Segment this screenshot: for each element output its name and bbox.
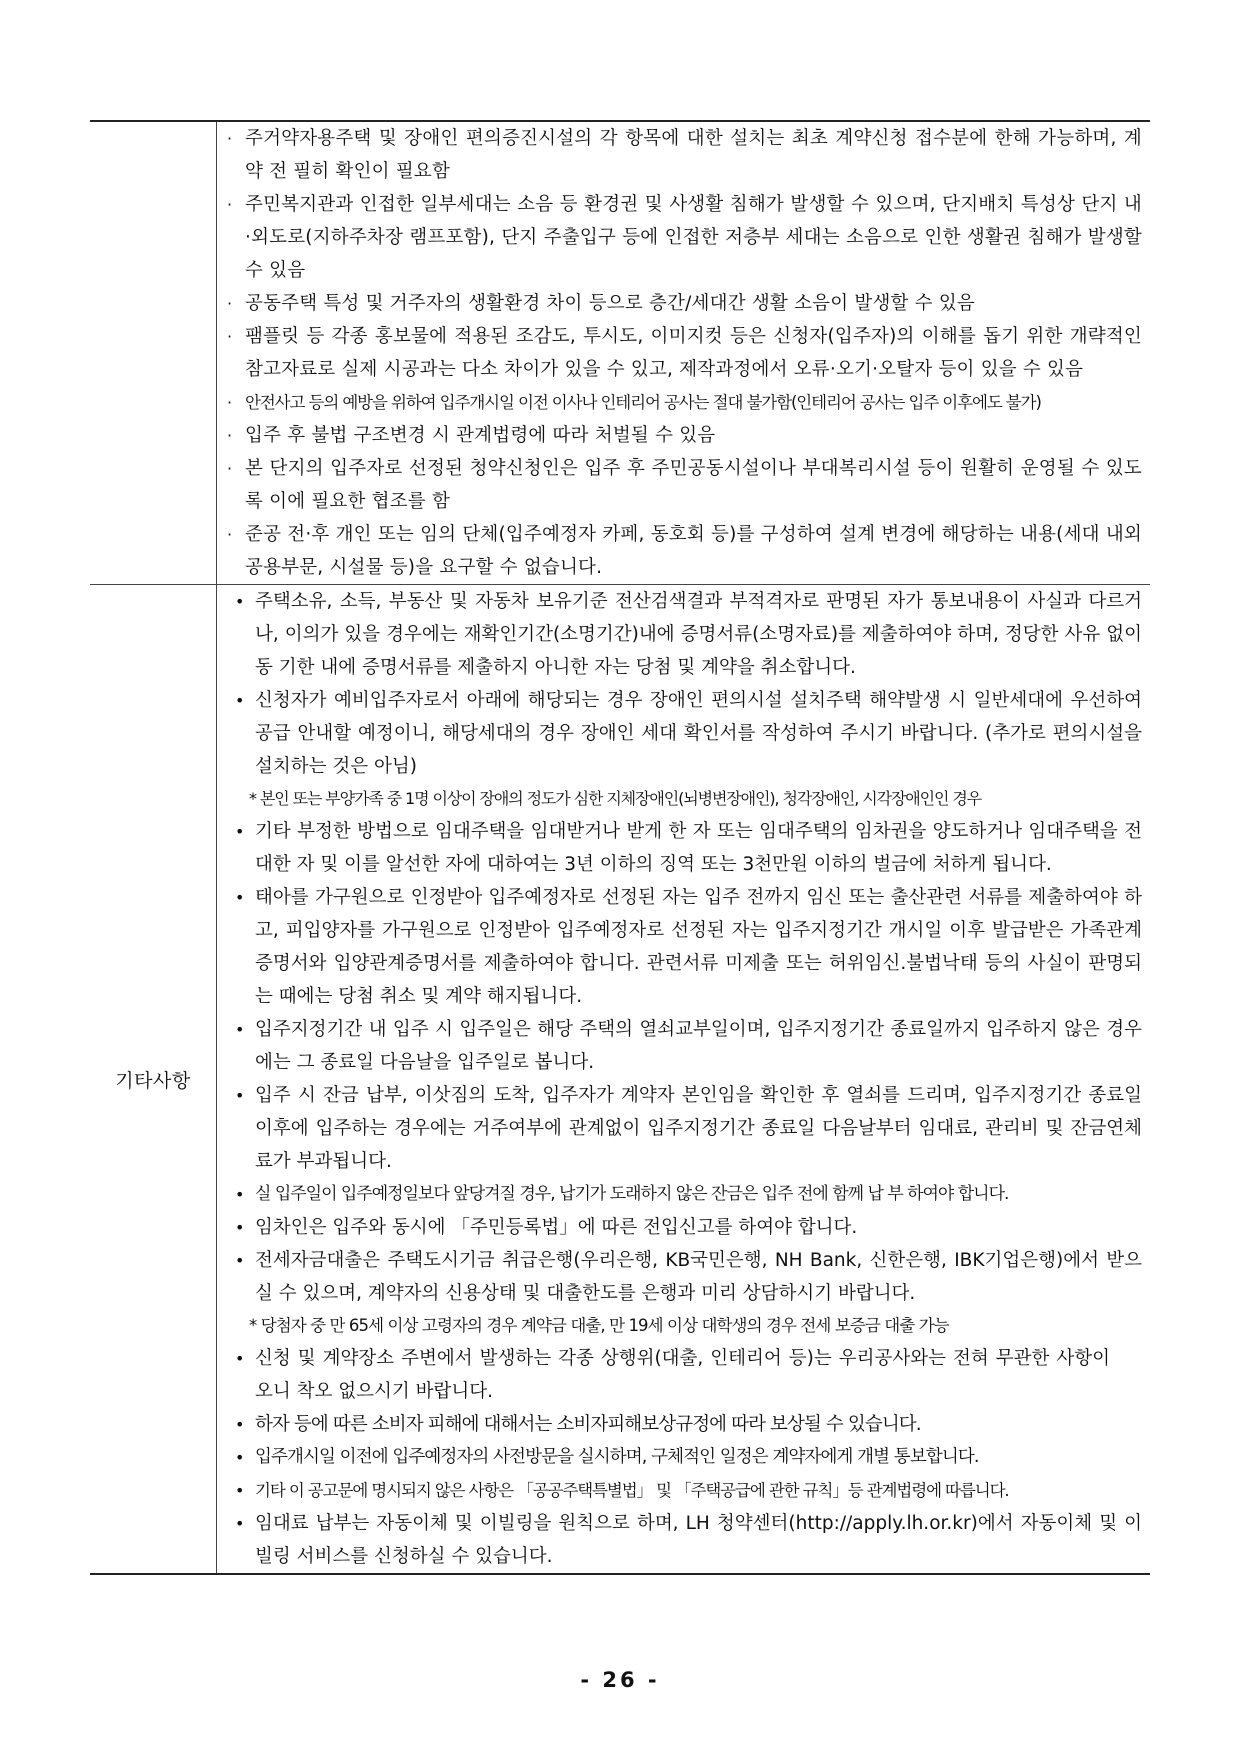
list-item: • 전세자금대출은 주택도시기금 취급은행(우리은행, KB국민은행, NH Bank, 신한은행, IBK기업은행)에서 받으실 수 있으며, 계약자의 신용상태 및 대출한도를 은행과 미리 상담하시기 바랍니다. xyxy=(217,1244,1150,1310)
list-item: · 공동주택 특성 및 거주자의 생활환경 차이 등으로 층간/세대간 생활 소음이 발생할 수 있음 xyxy=(217,287,1150,320)
bullet-icon: • xyxy=(235,592,245,611)
list-item: • 임대료 납부는 자동이체 및 이빌링을 원칙으로 하며, LH 청약센터(http://apply.lh.or.kr)에서 자동이체 및 이빌링 서비스를 신청하실 수 있습니다. xyxy=(217,1507,1150,1573)
table-row xyxy=(90,584,1150,1573)
footnote: * 본인 또는 부양가족 중 1명 이상이 장애의 정도가 심한 지체장애인(뇌병변장애인), 청각장애인, 시각장애인인 경우 xyxy=(249,789,982,808)
bullet-icon: · xyxy=(227,525,233,544)
row-content xyxy=(217,585,1150,1573)
list-item: · 주거약자용주택 및 장애인 편의증진시설의 각 항목에 대한 설치는 최초 계약신청 접수분에 한해 가능하며, 계약 전 필히 확인이 필요함 xyxy=(217,122,1150,188)
bullet-icon: • xyxy=(235,1481,244,1500)
bullet-icon: • xyxy=(235,888,245,907)
bullet-icon: • xyxy=(235,1415,244,1434)
list-item: • 하자 등에 따른 소비자 피해에 대해서는 소비자피해보상규정에 따라 보상될 수 있습니다. xyxy=(217,1408,1150,1441)
list-item: • 실 입주일이 입주예정일보다 앞당겨질 경우, 납기가 도래하지 않은 잔금은 입주 전에 함께 납 부 하여야 합니다. xyxy=(217,1178,1150,1211)
bullet-icon: · xyxy=(227,426,233,445)
list-item: • 신청자가 예비입주자로서 아래에 해당되는 경우 장애인 편의시설 설치주택 해약발생 시 일반세대에 우선하여 공급 안내할 예정이니, 해당세대의 경우 장애인 세대 확인서를 작성하여 주시기 바랍니다. (추가로 편의시설을 설치하는 것은 아님) xyxy=(217,684,1150,783)
bullet-icon: · xyxy=(227,195,233,214)
bullet-icon: • xyxy=(235,691,245,710)
bullet-icon: • xyxy=(235,1448,244,1467)
list-item: • 신청 및 계약장소 주변에서 발생하는 각종 상행위(대출, 인테리어 등)는 우리공사와는 전혀 무관한 사항이오니 착오 없으시기 바랍니다. xyxy=(217,1342,1150,1408)
list-item: · 주민복지관과 인접한 일부세대는 소음 등 환경권 및 사생활 침해가 발생할 수 있으며, 단지배치 특성상 단지 내·외도로(지하주차장 램프포함), 단지 주출입구 등에 인접한 저층부 세대는 소음으로 인한 생활권 침해가 발생할 수 있음 xyxy=(217,188,1150,287)
list-item: • 기타 부정한 방법으로 임대주택을 임대받거나 받게 한 자 또는 임대주택의 임차권을 양도하거나 임대주택을 전대한 자 및 이를 알선한 자에 대하여는 3년 이하의 징역 또는 3천만원 이하의 벌금에 처하게 됩니다. xyxy=(217,815,1150,881)
list-item: • 입주개시일 이전에 입주예정자의 사전방문을 실시하며, 구체적인 일정은 계약자에게 개별 통보합니다. xyxy=(217,1441,1150,1474)
list-item: · 본 단지의 입주자로 선정된 청약신청인은 입주 후 주민공동시설이나 부대복리시설 등이 원활히 운영될 수 있도록 이에 필요한 협조를 함 xyxy=(217,452,1150,518)
table-row xyxy=(90,122,1150,584)
list-item: • 임차인은 입주와 동시에 「주민등록법」에 따른 전입신고를 하여야 합니다. xyxy=(217,1211,1150,1244)
page-number: - 26 - xyxy=(580,1668,660,1692)
list-item: · 안전사고 등의 예방을 위하여 입주개시일 이전 이사나 인테리어 공사는 절대 불가함(인테리어 공사는 입주 이후에도 불가) xyxy=(217,386,1150,419)
bullet-icon: · xyxy=(227,459,233,478)
bullet-icon: • xyxy=(235,1086,245,1105)
bullet-icon: · xyxy=(227,129,233,148)
bullet-icon: • xyxy=(235,1251,245,1270)
bullet-icon: • xyxy=(235,1020,245,1039)
notice-table xyxy=(90,120,1150,1575)
list-item: · 팸플릿 등 각종 홍보물에 적용된 조감도, 투시도, 이미지컷 등은 신청자(입주자)의 이해를 돕기 위한 개략적인 참고자료로 실제 시공과는 다소 차이가 있을 수 있고, 제작과정에서 오류·오기·오탈자 등이 있을 수 있음 xyxy=(217,320,1150,386)
bullet-icon: · xyxy=(227,327,233,346)
list-item: · 준공 전·후 개인 또는 임의 단체(입주예정자 카페, 동호회 등)를 구성하여 설계 변경에 해당하는 내용(세대 내외 공용부문, 시설물 등)을 요구할 수 없습니다. xyxy=(217,518,1150,584)
bullet-icon: • xyxy=(235,1349,245,1368)
list-item: • 입주지정기간 내 입주 시 입주일은 해당 주택의 열쇠교부일이며, 입주지정기간 종료일까지 입주하지 않은 경우에는 그 종료일 다음날을 입주일로 봅니다. xyxy=(217,1013,1150,1079)
list-item: · 입주 후 불법 구조변경 시 관계법령에 따라 처벌될 수 있음 xyxy=(217,419,1150,452)
bullet-icon: • xyxy=(235,1514,245,1533)
bullet-icon: · xyxy=(227,393,231,412)
list-item: • 입주 시 잔금 납부, 이삿짐의 도착, 입주자가 계약자 본인임을 확인한 후 열쇠를 드리며, 입주지정기간 종료일 이후에 입주하는 경우에는 거주여부에 관계없이 입주지정기간 종료일 다음날부터 임대료, 관리비 및 잔금연체료가 부과됩니다. xyxy=(217,1079,1150,1178)
row-label xyxy=(90,122,217,584)
row-label: 기타사항 xyxy=(90,585,217,1573)
footnote: * 당첨자 중 만 65세 이상 고령자의 경우 계약금 대출, 만 19세 이상 대학생의 경우 전세 보증금 대출 가능 xyxy=(249,1316,949,1335)
bullet-icon: • xyxy=(235,1218,245,1237)
bullet-icon: • xyxy=(235,1185,244,1204)
bullet-icon: • xyxy=(235,822,245,841)
list-item: • 기타 이 공고문에 명시되지 않은 사항은 「공공주택특별법」 및 「주택공급에 관한 규칙」등 관계법령에 따릅니다. xyxy=(217,1474,1150,1507)
row-content xyxy=(217,122,1150,584)
bullet-icon: · xyxy=(227,294,233,313)
list-item: • 태아를 가구원으로 인정받아 입주예정자로 선정된 자는 입주 전까지 임신 또는 출산관련 서류를 제출하여야 하고, 피입양자를 가구원으로 인정받아 입주예정자로 선정된 자는 입주지정기간 개시일 이후 발급받은 가족관계증명서와 입양관계증명서를 제출하여야 합니다. 관련서류 미제출 또는 허위임신.불법낙태 등의 사실이 판명되는 때에는 당첨 취소 및 계약 해지됩니다. xyxy=(217,881,1150,1013)
list-item: • 주택소유, 소득, 부동산 및 자동차 보유기준 전산검색결과 부적격자로 판명된 자가 통보내용이 사실과 다르거나, 이의가 있을 경우에는 재확인기간(소명기간)내에 증명서류(소명자료)를 제출하여야 하며, 정당한 사유 없이 동 기한 내에 증명서류를 제출하지 아니한 자는 당첨 및 계약을 취소합니다. xyxy=(217,585,1150,684)
